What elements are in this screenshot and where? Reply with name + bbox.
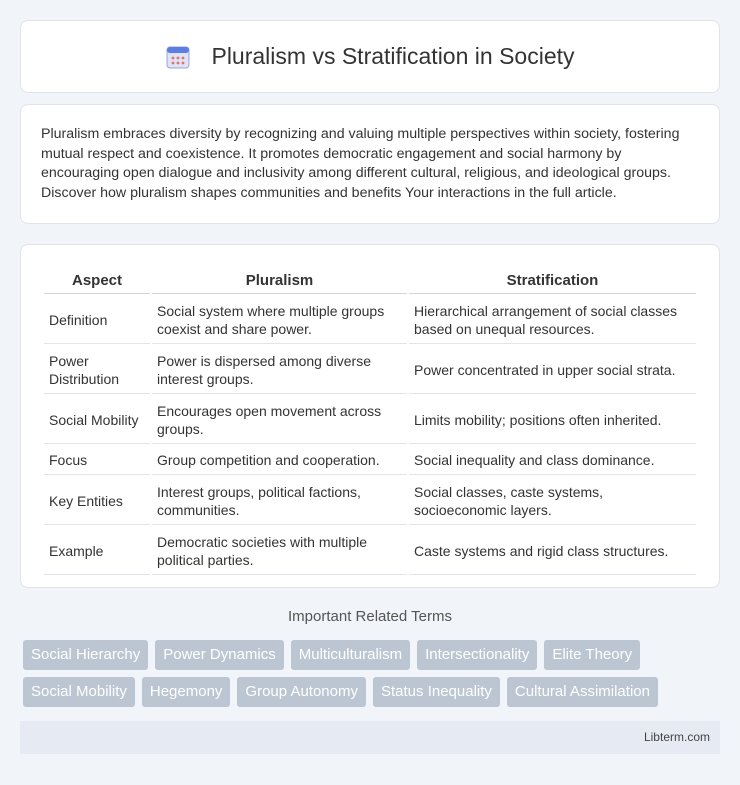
table-cell-aspect: Example (44, 527, 150, 575)
tag-multiculturalism[interactable]: Multiculturalism (291, 640, 410, 670)
table-cell-aspect: Key Entities (44, 477, 150, 525)
table-row (44, 396, 696, 444)
table-cell-aspect: Focus (44, 446, 150, 475)
table-cell-pluralism: Interest groups, political factions, communities. (152, 477, 407, 525)
header-pluralism: Pluralism (152, 267, 407, 294)
table-cell-pluralism: Social system where multiple groups coexist and share power. (152, 296, 407, 344)
table-cell-aspect: Social Mobility (44, 396, 150, 444)
related-terms-tags (23, 640, 723, 714)
tag-power-dynamics[interactable]: Power Dynamics (155, 640, 284, 670)
comparison-table-card (20, 244, 720, 588)
table-cell-pluralism: Democratic societies with multiple political parties. (152, 527, 407, 575)
footer-brand-link[interactable]: Libterm.com (643, 730, 710, 744)
tag-social-hierarchy[interactable]: Social Hierarchy (23, 640, 148, 670)
tag-hegemony[interactable]: Hegemony (142, 677, 231, 707)
intro-text: Pluralism embraces diversity by recognizing and valuing multiple perspectives within society, fostering mutual respect and coexistence. It promotes democratic engagement and social harmony by encouraging open dialogue and inclusivity among different cultural, religious, and ideological groups. Discover how pluralism shapes communities and benefits Your interactions in the full article. (41, 126, 680, 201)
table-cell-stratification: Power concentrated in upper social strata. (409, 346, 696, 394)
tag-row (23, 640, 723, 670)
table-row (44, 296, 696, 344)
table-cell-pluralism: Power is dispersed among diverse interest groups. (152, 346, 407, 394)
tag-status-inequality[interactable]: Status Inequality (373, 677, 500, 707)
table-cell-pluralism: Group competition and cooperation. (152, 446, 407, 475)
table-row (44, 477, 696, 525)
header-aspect: Aspect (44, 267, 150, 294)
related-terms-title: Important Related Terms (288, 608, 452, 625)
comparison-table (42, 265, 698, 577)
footer (20, 721, 720, 754)
tag-row (23, 677, 723, 707)
table-cell-stratification: Hierarchical arrangement of social classes based on unequal resources. (409, 296, 696, 344)
page-title: Pluralism vs Stratification in Society (211, 43, 575, 69)
table-cell-stratification: Caste systems and rigid class structures. (409, 527, 696, 575)
table-cell-stratification: Social classes, caste systems, socioeconomic layers. (409, 477, 696, 525)
table-row (44, 346, 696, 394)
table-cell-aspect: Power Distribution (44, 346, 150, 394)
table-cell-stratification: Limits mobility; positions often inherited. (409, 396, 696, 444)
tag-elite-theory[interactable]: Elite Theory (544, 640, 640, 670)
calendar-icon (165, 44, 191, 70)
header-card (20, 20, 720, 93)
table-row (44, 446, 696, 475)
tag-group-autonomy[interactable]: Group Autonomy (237, 677, 366, 707)
header-stratification: Stratification (409, 267, 696, 294)
table-cell-stratification: Social inequality and class dominance. (409, 446, 696, 475)
table-row (44, 527, 696, 575)
intro-card (20, 104, 720, 224)
table-header-row (44, 267, 696, 294)
tag-cultural-assimilation[interactable]: Cultural Assimilation (507, 677, 658, 707)
tag-social-mobility[interactable]: Social Mobility (23, 677, 135, 707)
table-cell-aspect: Definition (44, 296, 150, 344)
table-cell-pluralism: Encourages open movement across groups. (152, 396, 407, 444)
tag-intersectionality[interactable]: Intersectionality (417, 640, 537, 670)
